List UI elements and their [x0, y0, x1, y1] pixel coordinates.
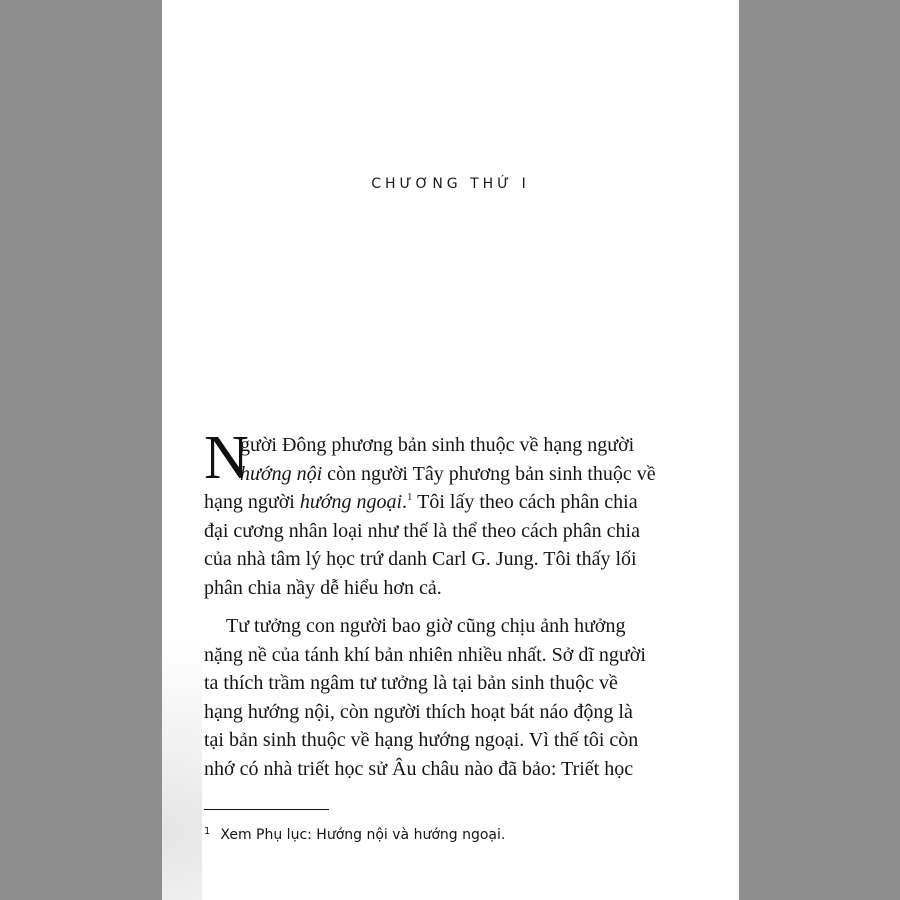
paragraph2-line1: Tư tưởng con người bao giờ cũng chịu ảnh hưởng: [226, 615, 626, 637]
paragraph-gap: [204, 602, 684, 612]
paragraph1-line3-dot: .: [402, 491, 407, 513]
paragraph2-line2: nặng nề của tánh khí bản nhiên nhiều nhất. Sở dĩ người: [204, 643, 646, 666]
paragraph1-line1: gười Đông phương bản sinh thuộc về hạng người: [240, 434, 635, 456]
page-shadow: [162, 560, 202, 900]
paragraph1-line2-rest: còn người Tây phương bản sinh thuộc về: [322, 462, 656, 485]
footnote-text: Xem Phụ lục: Hướng nội và hướng ngoại.: [220, 827, 506, 843]
chapter-title: CHƯƠNG THỨ I: [371, 176, 530, 192]
paragraph1-line3: [204, 488, 684, 517]
footnote: [204, 826, 505, 843]
drop-cap: N: [204, 424, 249, 492]
paragraph1-line3-start: hạng người: [204, 491, 300, 513]
paragraph2-line5: tại bản sinh thuộc về hạng hướng ngoại. Vì thế tôi còn: [204, 729, 639, 751]
footnote-reference[interactable]: 1: [407, 491, 413, 503]
paragraph1-line3-rest: Tôi lấy theo cách phân chia: [412, 491, 638, 513]
footnote-mark: 1: [204, 826, 211, 837]
term-extrovert: hướng ngoại: [299, 491, 402, 513]
paragraph1-line5: của nhà tâm lý học trứ danh Carl G. Jung. Tôi thấy lối: [204, 548, 637, 570]
paragraph2-line3: ta thích trầm ngâm tư tưởng là tại bản sinh thuộc về: [204, 672, 618, 694]
paragraph2-line6: nhớ có nhà triết học sử Âu châu nào đã bảo: Triết học: [204, 757, 634, 780]
paragraph1-line6: phân chia nầy dễ hiểu hơn cả.: [204, 576, 442, 599]
paragraph2-line4: hạng hướng nội, còn người thích hoạt bát náo động là: [204, 700, 633, 723]
body-text: [204, 424, 684, 783]
footnote-divider: [204, 809, 329, 810]
paragraph1-line2: [204, 460, 684, 489]
book-page: [162, 0, 739, 900]
paragraph1-line4: đại cương nhân loại như thế là thể theo cách phân chia: [204, 519, 640, 542]
term-introvert: hướng nội: [240, 462, 323, 485]
